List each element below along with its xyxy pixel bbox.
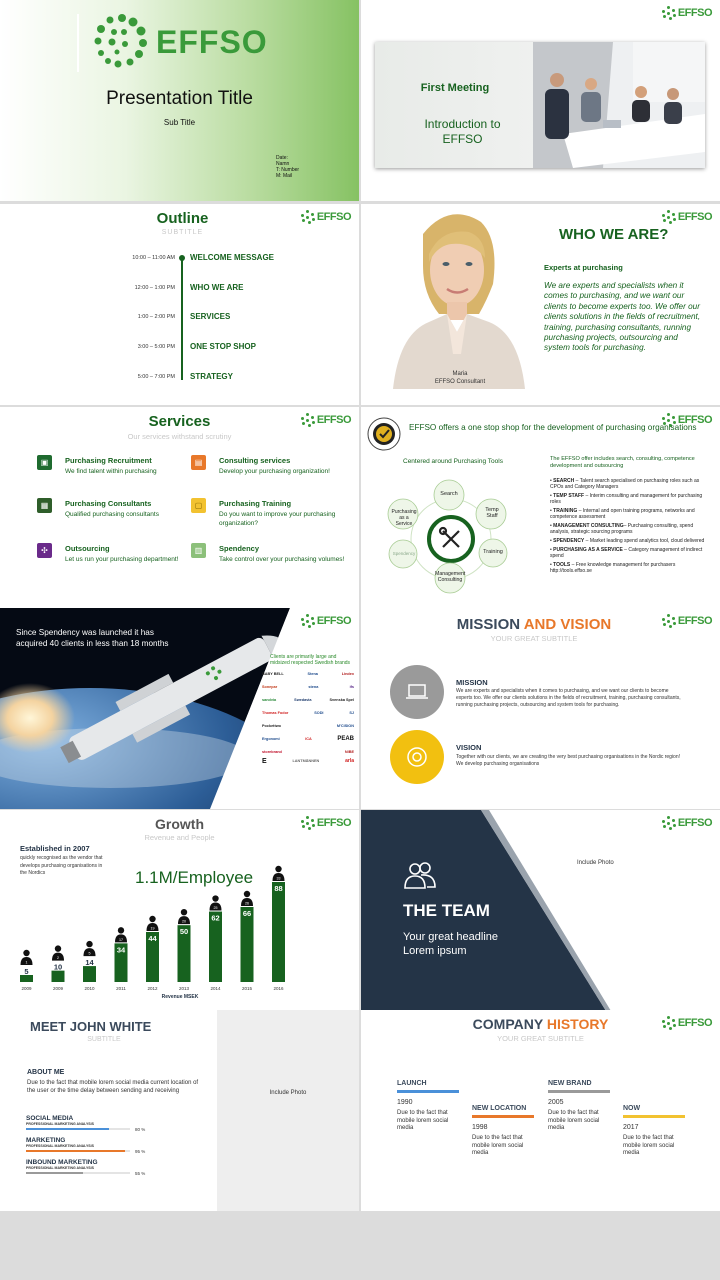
x-tick-label: 2009 — [52, 986, 64, 991]
bullet: • PURCHASING AS A SERVICE – Category management of indirect spend — [550, 547, 703, 559]
skill-sub: PROFESSIONAL MARKETING ANALYSIS — [26, 1122, 94, 1126]
effso-logo: EFFSO — [662, 816, 712, 830]
bar-value-label: 44 — [148, 934, 157, 943]
people-count-label: 2 — [57, 956, 59, 961]
bar-value-label: 14 — [85, 958, 94, 968]
bar — [241, 907, 254, 982]
team-people-icon — [403, 860, 437, 890]
bullet: • TEMP STAFF – Interim consulting and management for purchasing roles — [550, 493, 703, 505]
outsourcing-icon: ✣ — [37, 543, 52, 558]
client-logo: stena — [308, 685, 319, 689]
outline-row: 10:00 – 11:00 AM WELCOME MESSAGE — [132, 253, 275, 262]
history-bar — [623, 1115, 685, 1118]
outline-row: 12:00 – 1:00 PM WHO WE ARE — [134, 283, 244, 292]
presenter-meta: Date: Namn T: Number M: Mail — [276, 155, 300, 179]
x-tick-label: 2010 — [84, 986, 95, 991]
effso-logo-icon — [662, 210, 676, 224]
person-icon — [275, 866, 281, 872]
person-icon — [55, 945, 61, 951]
growth-subtitle: Revenue and People — [144, 833, 215, 842]
skill-bar — [26, 1172, 83, 1174]
client-logo: ifs — [349, 685, 354, 689]
outline-subtitle: SUBTITLE — [161, 229, 204, 236]
slide-growth[interactable] — [0, 810, 359, 1011]
person-icon — [212, 895, 218, 901]
skill-name: SOCIAL MEDIA — [26, 1115, 74, 1122]
slide-first-meeting[interactable] — [361, 0, 720, 201]
effso-logo: EFFSO — [662, 1016, 712, 1030]
client-logo: Pockettwo — [262, 724, 281, 728]
photo-placeholder: Include Photo — [577, 860, 614, 866]
about-body: Due to the fact that mobile lorem social media current location of the user or the time delay between sending and receiving — [27, 1080, 199, 1094]
presentation-subtitle: Sub Title — [163, 118, 196, 127]
vision-circle — [390, 730, 444, 784]
node-temp-staff: Temp Staff — [485, 507, 499, 519]
client-logo-grid — [262, 672, 354, 764]
spendency-icon: ▥ — [191, 543, 206, 558]
effso-logo: EFFSO — [301, 413, 351, 427]
person-icon — [244, 891, 250, 897]
consultant-name: Maria — [452, 371, 468, 377]
effso-logo-icon — [662, 816, 676, 830]
big-stat: 1.1M/Employee — [135, 868, 254, 887]
meeting-photo — [533, 42, 705, 168]
established-heading: Established in 2007 — [20, 844, 90, 853]
chart-x-label: Revenue MSEK — [161, 994, 199, 1000]
slide-mission-vision[interactable] — [361, 608, 720, 809]
history-event-new-location: NEW LOCATION 1998 Due to the fact that mobile lorem social media — [472, 1105, 534, 1158]
offer-bullets — [550, 478, 706, 577]
quality-seal-icon — [367, 417, 401, 451]
node-search: Search — [440, 491, 458, 497]
slide-the-team[interactable] — [361, 810, 720, 1011]
bar — [83, 966, 96, 982]
mission-vision-subtitle: YOUR GREAT SUBTITLE — [490, 634, 578, 643]
client-logo: Lindex — [341, 672, 354, 676]
x-tick-label: 2009 — [21, 986, 32, 991]
client-logo: SODI — [314, 711, 324, 715]
person-icon — [23, 950, 29, 956]
people-count-label: 19 — [150, 926, 155, 931]
experts-heading: Experts at purchasing — [544, 263, 623, 272]
people-count-label: 33 — [276, 876, 281, 881]
bar — [20, 975, 33, 982]
slide-spendency-clients[interactable] — [0, 608, 359, 809]
intro-card — [375, 42, 705, 168]
outline-title: Outline — [156, 210, 209, 227]
tools-heading: Centered around Purchasing Tools — [403, 458, 503, 465]
person-icon — [86, 941, 92, 947]
consultants-icon: ▦ — [37, 498, 52, 513]
consultant-photo — [389, 204, 529, 389]
effso-logo-text: EFFSO — [156, 24, 268, 60]
slide-company-history[interactable] — [361, 1010, 720, 1211]
effso-logo: EFFSO — [301, 614, 351, 628]
laptop-icon — [405, 683, 429, 701]
bar-value-label: 88 — [274, 884, 283, 893]
bar-value-label: 5 — [24, 967, 29, 976]
x-tick-label: 2015 — [241, 986, 253, 991]
skill-percent: 95 % — [135, 1149, 146, 1154]
x-tick-label: 2013 — [178, 986, 190, 991]
slide-who-we-are[interactable] — [361, 204, 720, 405]
slide-title[interactable] — [0, 0, 359, 201]
people-count-label: 26 — [245, 901, 249, 906]
growth-bar-chart — [0, 810, 359, 1011]
first-meeting-heading: First Meeting — [420, 82, 490, 94]
skill-sub: PROFESSIONAL MARKETING ANALYSIS — [26, 1166, 94, 1170]
bullet: • TRAINING – Internal and open training programs, networks and competence assessment — [550, 508, 695, 520]
client-logo: Swedavia — [294, 698, 312, 702]
bar-value-label: 34 — [116, 945, 126, 955]
client-logo: Ergonomi — [262, 737, 280, 741]
slide-outline[interactable] — [0, 204, 359, 405]
people-count-label: 17 — [119, 937, 123, 942]
clients-note: Clients are primarily large and midsized respected Swedish brands — [270, 654, 351, 667]
effso-logo: EFFSO — [662, 413, 712, 427]
slide-meet-john-white[interactable] — [0, 1010, 359, 1211]
consulting-icon: ▤ — [191, 455, 206, 470]
john-white-title: MEET JOHN WHITE — [30, 1019, 152, 1034]
intro-line-1: Introduction to — [424, 117, 501, 131]
client-logo: storebrand — [262, 750, 282, 754]
history-bar — [397, 1090, 459, 1093]
client-logo: M'CISION — [336, 724, 354, 728]
client-logo: Thomas Fodor — [262, 711, 289, 715]
who-we-are-title: WHO WE ARE? — [559, 226, 669, 243]
photo-placeholder: Include Photo — [269, 1090, 307, 1096]
client-logo: arla — [345, 758, 354, 764]
training-icon: ▢ — [191, 498, 206, 513]
lifebuoy-icon — [406, 746, 428, 768]
slide-one-stop-shop[interactable] — [361, 407, 720, 608]
client-logo: BABY BELL — [262, 672, 284, 676]
bar-value-label: 62 — [211, 913, 220, 923]
history-bar — [548, 1090, 610, 1093]
history-event-now: NOW 2017 Due to the fact that mobile lorem social media — [623, 1105, 685, 1158]
offer-intro: The EFFSO offer includes search, consulting, competence development and outsourcing — [550, 456, 695, 469]
x-tick-label: 2012 — [147, 986, 158, 991]
skill-name: MARKETING — [26, 1137, 66, 1144]
logo-divider — [77, 14, 79, 72]
bullet: • TOOLS – Free knowledge management for purchasers http://tools.effso.se — [550, 562, 676, 574]
client-logo: Svenska Spel — [329, 698, 354, 702]
bar-value-label: 66 — [242, 909, 252, 918]
skill-bar — [26, 1128, 109, 1130]
person-icon — [118, 927, 124, 933]
client-logo: E — [262, 758, 267, 765]
bullet: • SEARCH – Talent search specialised on purchasing roles such as CPOs and Category Managers — [550, 478, 700, 490]
node-spendency: Spendency — [392, 551, 416, 556]
people-count-label: 25 — [213, 906, 218, 911]
node-management-consulting: Management Consulting — [435, 571, 466, 583]
node-training: Training — [483, 549, 503, 555]
vision-heading: VISION — [456, 743, 482, 752]
people-count-label: 20 — [182, 919, 186, 924]
presentation-title: Presentation Title — [106, 88, 253, 109]
growth-title: Growth — [155, 816, 204, 832]
skill-name: INBOUND MARKETING — [26, 1159, 98, 1166]
effso-logo: EFFSO — [301, 816, 351, 830]
team-title: THE TEAM — [403, 901, 490, 920]
team-headline-2: Lorem ipsum — [403, 945, 467, 957]
effso-logo-icon — [301, 614, 315, 628]
client-logo: Stena — [307, 672, 318, 676]
mission-body: We are experts and specialists when it comes to purchasing, and we want our clients to become experts too. We offer our clients solutions in the fields of recruitment, training, purchasing consultants, running purchasing projects, outsourcing and system tools for purchasing. — [456, 688, 681, 708]
photo-panel — [217, 1010, 359, 1211]
person-icon — [149, 916, 155, 922]
node-purchasing-as-a-service: Purchasing as a Service — [391, 509, 417, 527]
consultant-role: EFFSO Consultant — [434, 379, 486, 385]
outline-row: 1:00 – 2:00 PM SERVICES — [137, 312, 231, 321]
x-tick-label: 2011 — [116, 986, 126, 991]
effso-logo-mark — [92, 12, 154, 74]
bar — [52, 971, 65, 982]
x-tick-label: 2016 — [273, 986, 284, 991]
effso-logo: EFFSO — [662, 210, 712, 224]
history-title: COMPANY HISTORY — [472, 1016, 609, 1032]
john-white-subtitle: SUBTITLE — [87, 1036, 121, 1043]
skill-bar — [26, 1150, 125, 1152]
intro-line-2: EFFSO — [442, 132, 483, 146]
bar — [272, 882, 285, 982]
skill-percent: 55 % — [135, 1171, 146, 1176]
person-icon — [181, 909, 187, 915]
mission-circle — [390, 665, 444, 719]
client-logo: PEAB — [337, 736, 354, 742]
bar-value-label: 10 — [53, 962, 63, 972]
who-we-are-body: We are experts and specialists when it comes to purchasing, and we want our clients to become experts too. We offer our clients solutions in the fields of recruitment, training, purchasing consultants, running purchasing projects, outsourcing and system tools for purchasing. — [544, 281, 701, 353]
history-bar — [472, 1115, 534, 1118]
bullet: • SPENDENCY – Market leading spend analytics tool, cloud delivered — [550, 538, 705, 544]
services-subtitle: Our services withstand scrutiny — [127, 432, 232, 441]
client-logo: LANTMÄNNEN — [292, 759, 320, 763]
people-count-label: 5 — [88, 951, 91, 956]
one-stop-title: EFFSO offers a one stop shop for the development of purchasing organisations — [409, 423, 697, 432]
x-tick-label: 2014 — [210, 986, 221, 991]
mission-vision-title: MISSION AND VISION — [456, 616, 612, 633]
mission-heading: MISSION — [456, 678, 488, 687]
history-event-launch: LAUNCH 1990 Due to the fact that mobile lorem social media — [397, 1080, 459, 1133]
spendency-headline: Since Spendency was launched it has acquired 40 clients in less than 18 months — [16, 628, 169, 648]
recruitment-icon: ▣ — [37, 455, 52, 470]
effso-logo: EFFSO — [301, 210, 351, 224]
slide-services[interactable]: EFFSO Services Our services withstand scrutiny ▣ Purchasing Recruitment We find talent within purchasing ▤ Consulting services Develop your purchasing organization! ▦ Purchasing Consultants Qualified purchasing consultants ▢ Purchasing Training Do you want to improve your purchasing organization? ✣ Outsourcing Let us run your purchasing department! ▥ Spendency Take control over your purchasing volumes! — [0, 407, 359, 608]
client-logo: SJ — [349, 711, 354, 715]
effso-logo: EFFSO — [662, 614, 712, 628]
client-logo: sandvia — [262, 698, 277, 702]
people-count-label: 1 — [25, 960, 28, 965]
client-logo: Sonepar — [262, 685, 278, 689]
vision-body: Together with our clients, we are creating the very best purchasing organisations in the Nordic region! We develop purchasing organisations — [456, 754, 681, 767]
effso-logo-icon — [662, 6, 676, 20]
client-logo: ICA — [305, 737, 312, 741]
outline-row: 5:00 – 7:00 PM STRATEGY — [137, 372, 233, 381]
bar-value-label: 50 — [179, 927, 189, 937]
services-title: Services — [148, 413, 211, 430]
established-body: quickly recognised as the vendor that develops purchasing organisations in the Nordics — [20, 855, 103, 876]
client-logo: NIBE — [344, 750, 354, 754]
skill-sub: PROFESSIONAL MARKETING ANALYSIS — [26, 1144, 94, 1148]
about-heading: ABOUT ME — [27, 1069, 65, 1076]
history-event-new-brand: NEW BRAND 2005 Due to the fact that mobile lorem social media — [548, 1080, 610, 1133]
history-subtitle: YOUR GREAT SUBTITLE — [497, 1034, 584, 1043]
team-headline: Your great headline — [403, 931, 499, 943]
skill-percent: 80 % — [135, 1127, 146, 1132]
bullet: • MANAGEMENT CONSULTING– Purchasing consulting, spend analysis, strategic sourcing programs — [550, 523, 694, 535]
outline-row: 3:00 – 5:00 PM ONE STOP SHOP — [137, 342, 256, 351]
effso-logo: EFFSO — [662, 6, 712, 20]
